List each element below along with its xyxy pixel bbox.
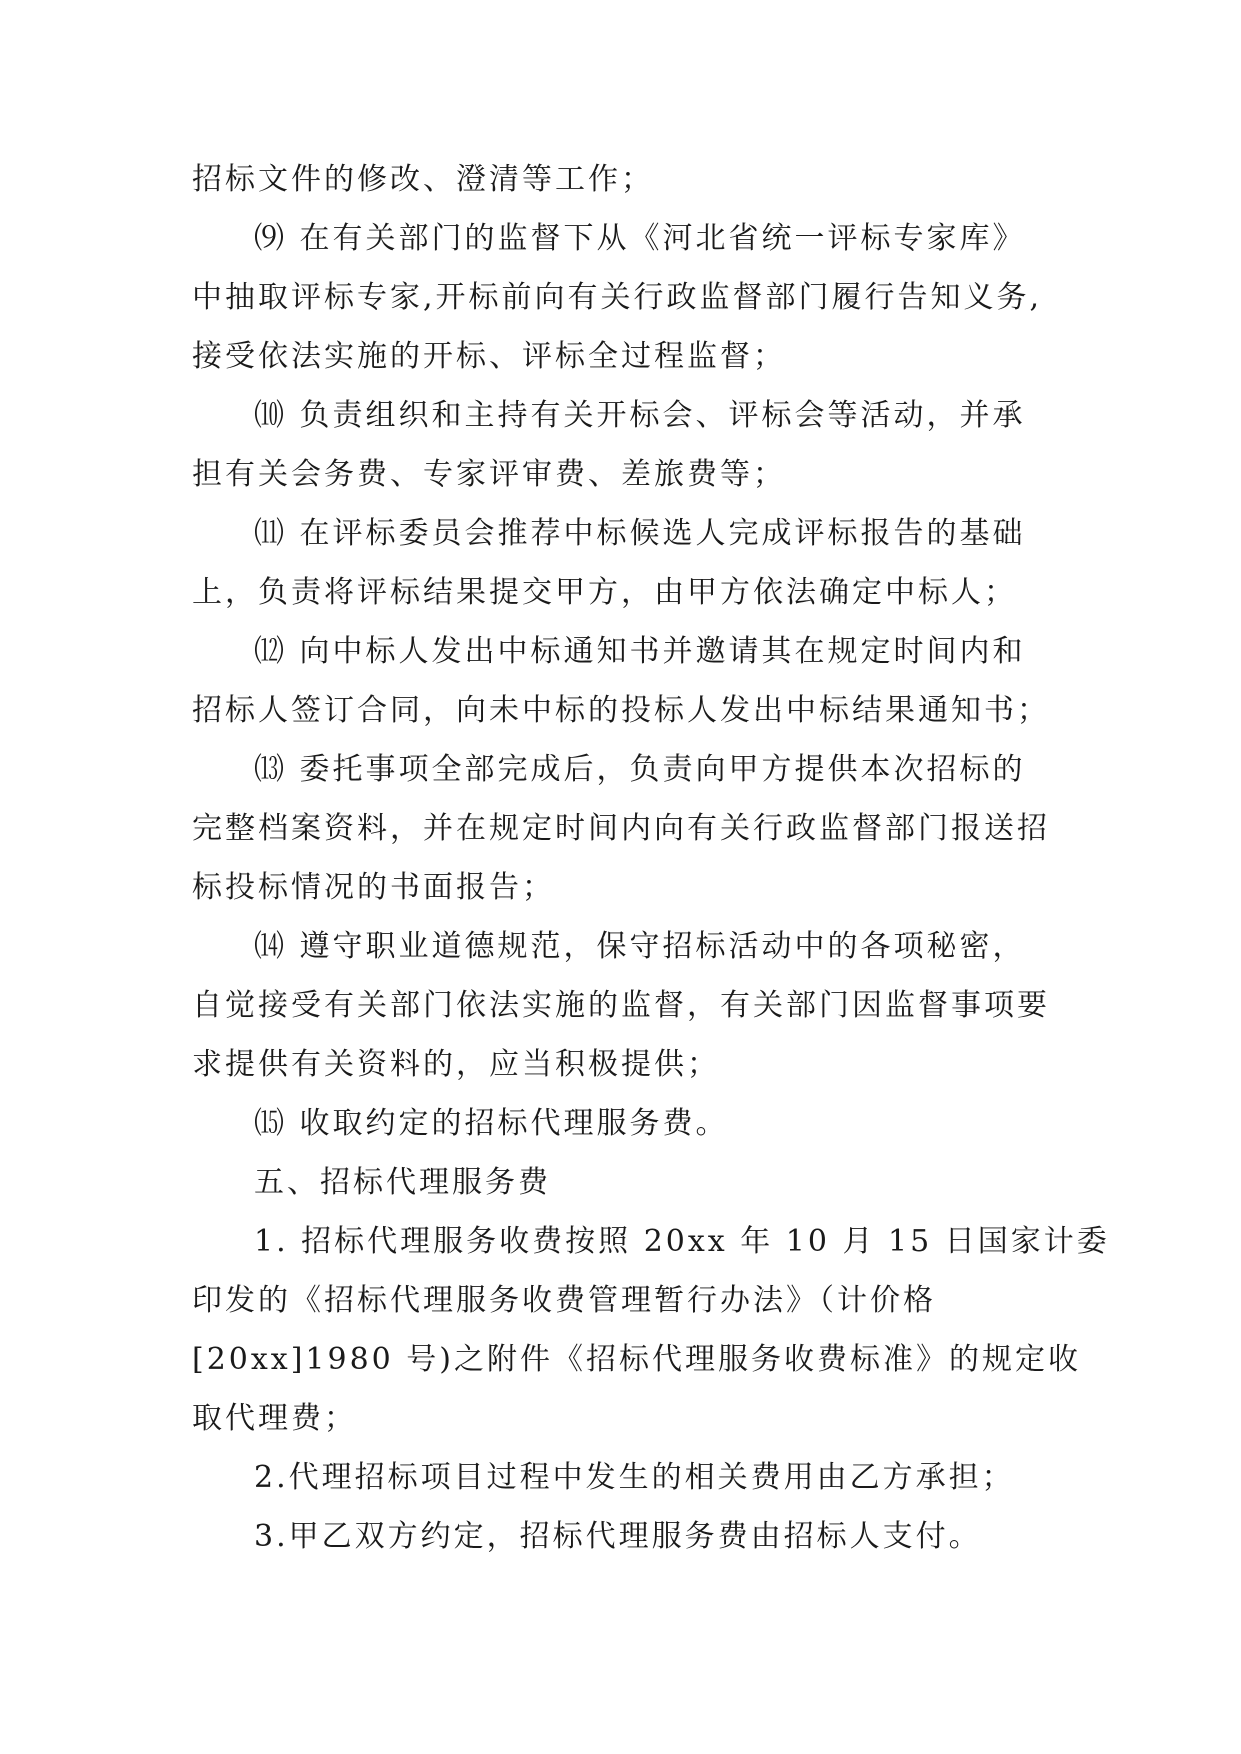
clause-3: 3.甲乙双方约定，招标代理服务费由招标人支付。 <box>254 1519 982 1554</box>
list-item-13: ⒀ 委托事项全部完成后，负责向甲方提供本次招标的 <box>254 752 1026 787</box>
list-item-11: ⑾ 在评标委员会推荐中标候选人完成评标报告的基础 <box>254 516 1026 551</box>
text-line: 接受依法实施的开标、评标全过程监督； <box>192 339 786 374</box>
list-item-12: ⑿ 向中标人发出中标通知书并邀请其在规定时间内和 <box>254 634 1026 669</box>
text-line: 印发的《招标代理服务收费管理暂行办法》（计价格 <box>192 1283 936 1318</box>
clause-1: 1. 招标代理服务收费按照 20xx 年 10 月 15 日国家计委 <box>254 1224 1110 1259</box>
text-line: [20xx]1980 号)之附件《招标代理服务收费标准》的规定收 <box>192 1342 1082 1377</box>
clause-2: 2.代理招标项目过程中发生的相关费用由乙方承担； <box>254 1460 1015 1495</box>
text-line: 完整档案资料，并在规定时间内向有关行政监督部门报送招 <box>192 811 1050 846</box>
list-item-10: ⑽ 负责组织和主持有关开标会、评标会等活动，并承 <box>254 398 1026 433</box>
text-line: 标投标情况的书面报告； <box>192 870 555 905</box>
document-body <box>192 150 1110 1566</box>
list-item-14: ⒁ 遵守职业道德规范，保守招标活动中的各项秘密， <box>254 929 1026 964</box>
list-item-9: ⑼ 在有关部门的监督下从《河北省统一评标专家库》 <box>254 221 1026 256</box>
text-line: 中抽取评标专家,开标前向有关行政监督部门履行告知义务, <box>192 280 1043 315</box>
text-line: 担有关会务费、专家评审费、差旅费等； <box>192 457 786 492</box>
text-line: 自觉接受有关部门依法实施的监督，有关部门因监督事项要 <box>192 988 1050 1023</box>
text-line: 求提供有关资料的，应当积极提供； <box>192 1047 720 1082</box>
section-heading: 五、招标代理服务费 <box>254 1165 551 1200</box>
list-item-15: ⒂ 收取约定的招标代理服务费。 <box>254 1106 729 1141</box>
text-line: 取代理费； <box>192 1401 357 1436</box>
text-line: 上，负责将评标结果提交甲方，由甲方依法确定中标人； <box>192 575 1017 610</box>
text-line: 招标文件的修改、澄清等工作； <box>192 162 654 197</box>
text-line: 招标人签订合同，向未中标的投标人发出中标结果通知书； <box>192 693 1050 728</box>
